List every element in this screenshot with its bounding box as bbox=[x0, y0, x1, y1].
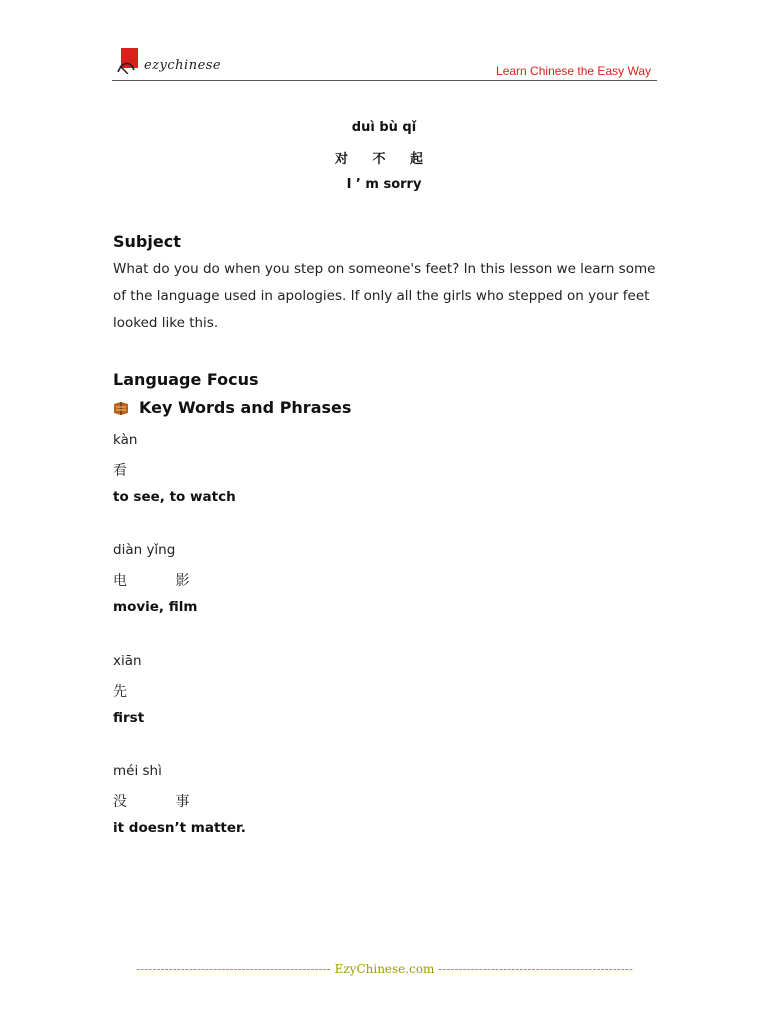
vocab-hanzi: 没 事 bbox=[113, 794, 212, 810]
subject-heading: Subject bbox=[113, 232, 181, 251]
footer-dashes-left: ------------------------------------------------ bbox=[136, 962, 331, 976]
page-footer bbox=[112, 962, 657, 976]
vocab-pinyin: diàn yǐng bbox=[113, 542, 176, 558]
title-pinyin: duì bù qǐ bbox=[351, 120, 417, 135]
vocab-hanzi: 看 bbox=[113, 463, 149, 479]
footer-dashes-right: ------------------------------------------------ bbox=[438, 962, 633, 976]
subject-paragraph bbox=[113, 256, 673, 337]
book-icon bbox=[113, 401, 129, 415]
subject-line: of the language used in apologies. If only all the girls who stepped on your feet bbox=[113, 288, 650, 304]
vocab-meaning: movie, film bbox=[113, 599, 198, 615]
vocab-hanzi: 电 影 bbox=[113, 573, 212, 589]
key-words-heading-label: Key Words and Phrases bbox=[139, 398, 352, 417]
vocab-pinyin: xiān bbox=[113, 653, 142, 669]
language-focus-heading: Language Focus bbox=[113, 370, 259, 389]
vocab-meaning: first bbox=[113, 710, 145, 726]
vocab-pinyin: kàn bbox=[113, 432, 138, 448]
page-header bbox=[112, 46, 657, 81]
vocab-pinyin: méi shì bbox=[113, 763, 162, 779]
footer-site-name: EzyChinese.com bbox=[334, 962, 435, 976]
logo-text: ezychinese bbox=[144, 58, 222, 73]
title-hanzi: 对 不 起 bbox=[334, 152, 434, 167]
subject-line: What do you do when you step on someone's feet? In this lesson we learn some bbox=[113, 261, 656, 277]
vocab-meaning: to see, to watch bbox=[113, 489, 236, 505]
ezychinese-logo bbox=[116, 48, 236, 78]
logo-mark-icon bbox=[116, 48, 138, 74]
vocab-hanzi: 先 bbox=[113, 684, 149, 700]
subject-line: looked like this. bbox=[113, 315, 219, 331]
vocab-meaning: it doesn’t matter. bbox=[113, 820, 246, 836]
title-english: I ’ m sorry bbox=[346, 177, 422, 192]
header-tagline: Learn Chinese the Easy Way bbox=[496, 64, 651, 78]
